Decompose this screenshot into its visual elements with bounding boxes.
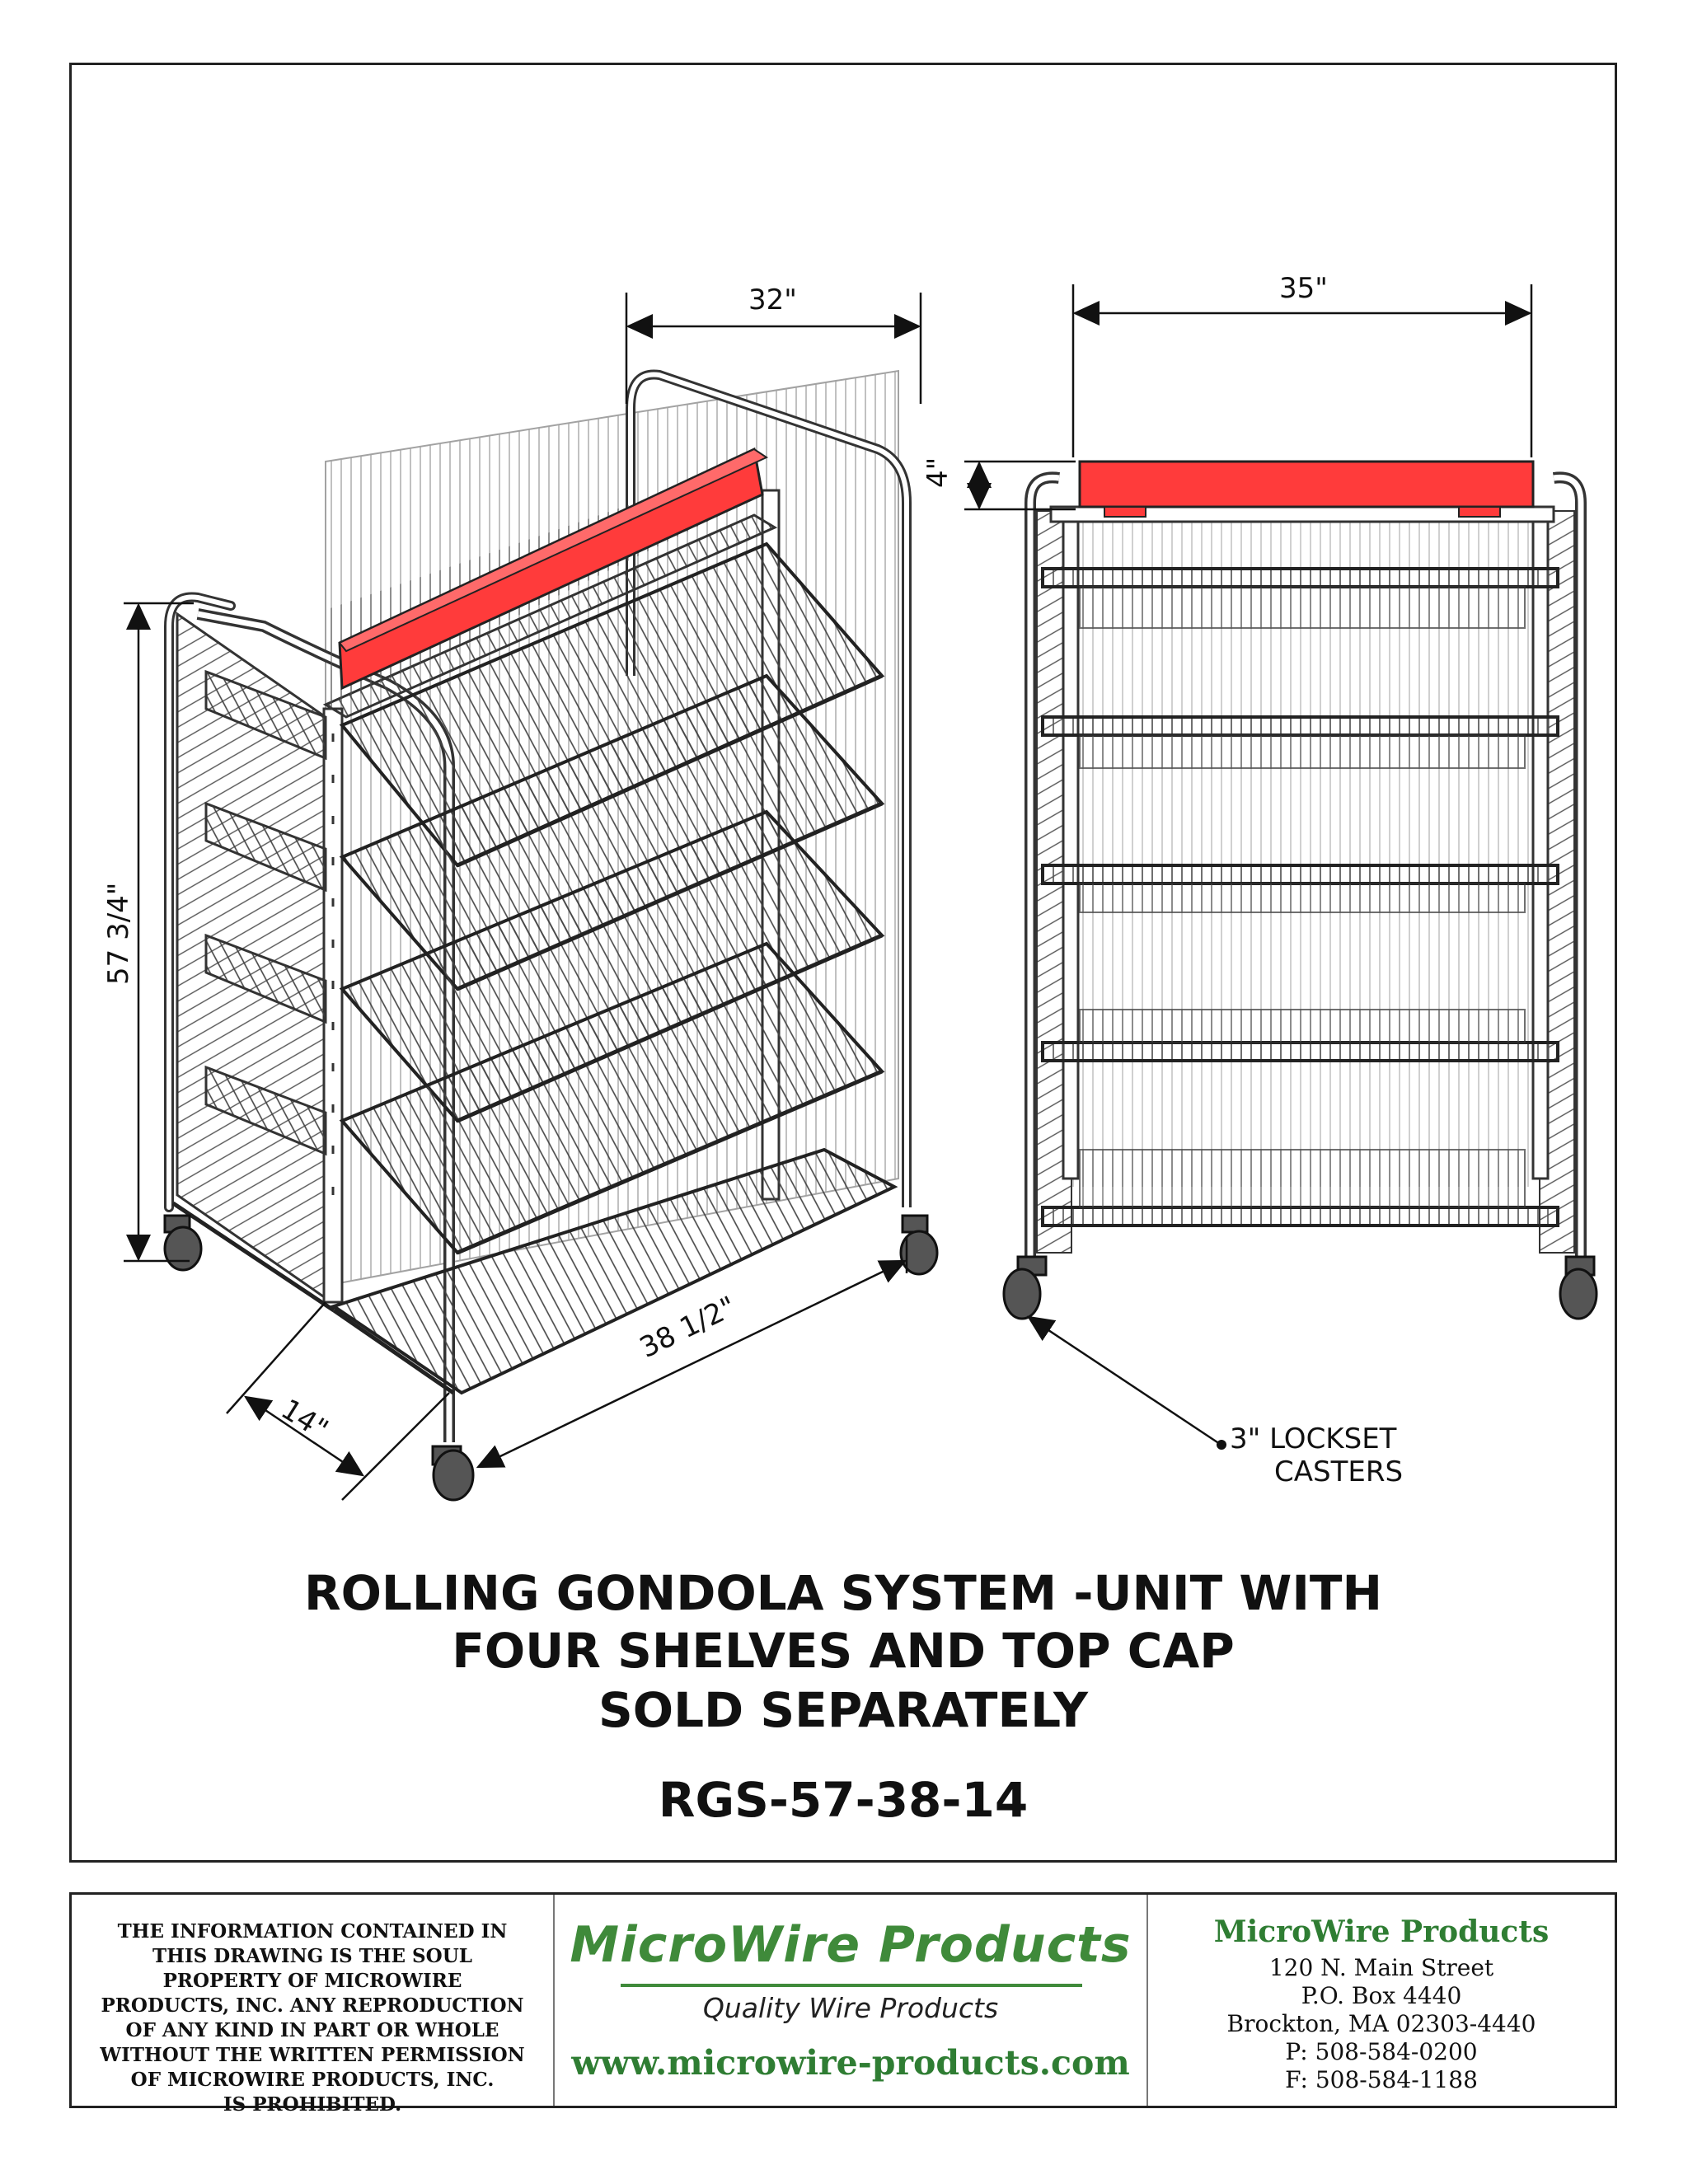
website-link[interactable]: www.microwire-products.com (571, 2043, 1130, 2083)
notice-line: OF MICROWIRE PRODUCTS, INC. (130, 2069, 495, 2091)
casters-callout-line2: CASTERS (1274, 1455, 1404, 1488)
dim-length: 38 1/2" (635, 1290, 742, 1365)
notice-line: THIS DRAWING IS THE SOUL (152, 1945, 472, 1967)
dim-depth: 14" (274, 1393, 334, 1447)
dim-width-front: 35" (1279, 272, 1328, 305)
legal-notice (72, 1895, 555, 2116)
logo-underline (621, 1984, 1082, 1987)
phone-line: P: 508-584-0200 (1285, 2038, 1478, 2065)
isometric-view (165, 371, 937, 1500)
front-view (1004, 462, 1597, 1319)
company-name: MicroWire Products (1213, 1915, 1550, 1949)
notice-line: THE INFORMATION CONTAINED IN (117, 1920, 508, 1943)
dim-height: 57 3/4" (102, 882, 135, 985)
casters-callout-line1: 3" LOCKSET (1230, 1422, 1397, 1455)
notice-line: PRODUCTS, INC. ANY REPRODUCTION (101, 1994, 524, 2017)
tagline: Quality Wire Products (702, 1992, 999, 2024)
notice-line: IS PROHIBITED. (223, 2093, 402, 2116)
address-line: Brockton, MA 02303-4440 (1226, 2010, 1536, 2037)
dim-cap-height: 4" (921, 457, 954, 488)
footer (69, 1892, 1617, 2116)
logo-block (555, 1895, 1148, 2106)
company-address (1148, 1895, 1615, 2106)
notice-line: WITHOUT THE WRITTEN PERMISSION (100, 2044, 525, 2066)
fax-line: F: 508-584-1188 (1285, 2066, 1478, 2093)
company-logo: MicroWire Products (570, 1916, 1132, 1974)
notice-line: PROPERTY OF MICROWIRE (162, 1970, 462, 1992)
address-line: 120 N. Main Street (1268, 1954, 1494, 1981)
notice-line: OF ANY KIND IN PART OR WHOLE (125, 2019, 499, 2041)
model-number: RGS-57-38-14 (658, 1772, 1029, 1828)
title-line-3: SOLD SEPARATELY (598, 1682, 1088, 1738)
title-line-1: ROLLING GONDOLA SYSTEM -UNIT WITH (303, 1565, 1383, 1621)
title-line-2: FOUR SHELVES AND TOP CAP (452, 1623, 1235, 1679)
callout-dot (1217, 1440, 1226, 1450)
address-line: P.O. Box 4440 (1301, 1982, 1462, 2009)
dim-width-top: 32" (748, 284, 797, 316)
